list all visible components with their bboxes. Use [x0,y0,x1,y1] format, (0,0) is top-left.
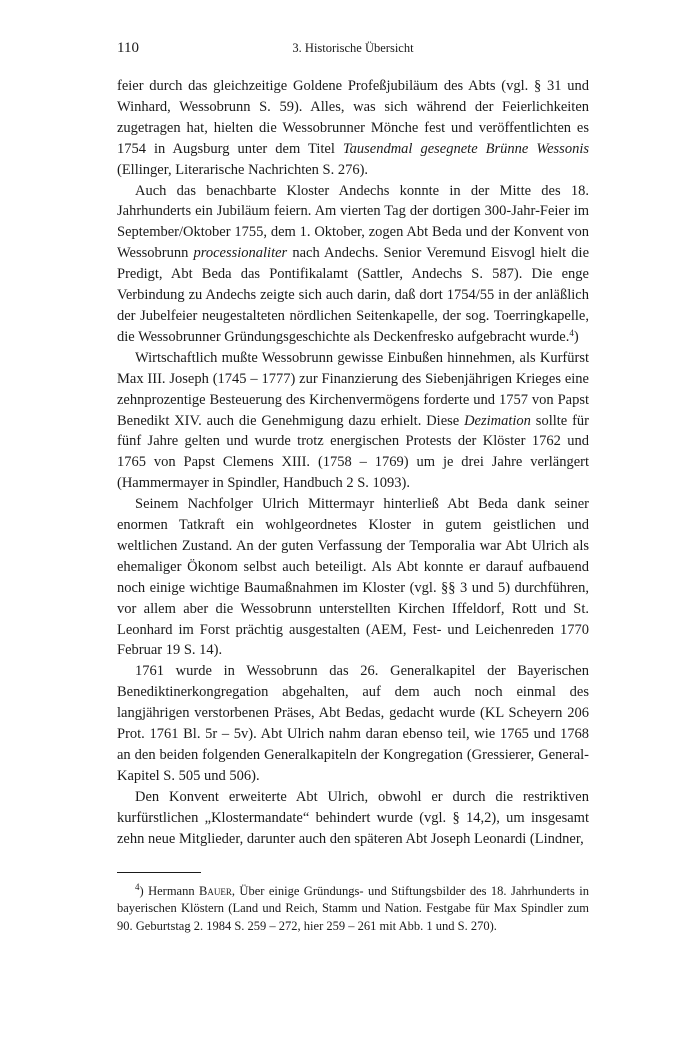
italic-title: processionaliter [193,245,288,262]
page-number: 110 [117,40,139,56]
text-run: 1761 wurde in Wessobrunn das 26. Generalkapitel der Bayerischen Benediktinerkongregation abgehalten, auf dem auch noch einmal des langjährigen verstorbenen Präses, Abt Bedas, gedacht wurde (KL Scheyern 206 Prot. 1761 Bl. 5r – 5v). Abt Ulrich nahm daran ebenso teil, wie 1765 und 1768 an den beiden folgenden Generalkapiteln der Kongregation (Gressierer, General-Kapitel S. 505 und 506). [117,663,589,784]
text-run: feier durch das gleichzeitige Goldene Profeßjubiläum des Abts (vgl. § 31 und Winhard, Wessobrunn S. 59). Alles, was sich während der Feierlichkeiten zugetragen hat, hielten die Wessobrunner Mönche fest und veröffentlichten es 1754 in Augsburg unter dem Titel [117,78,589,157]
italic-title: Dezimation [464,412,531,429]
footnotes [117,883,589,936]
text-run: Seinem Nachfolger Ulrich Mittermayr hinterließ Abt Beda dank seiner enormen Tatkraft ein wohlgeordnetes Kloster in gutem geistlichen und weltlichen Zustand. An der guten Verfassung der Temporalia war Abt Ulrich als ehemaliger Ökonom selbst auch beteiligt. Als Abt konnte er darauf aufbauend noch einige wichtige Baumaßnahmen im Kloster (vgl. §§ 3 und 5) durchführen, vor allem aber die Wessobrunn unterstellten Kirchen Iffeldorf, Rott und St. Leonhard im Forst prächtig ausgestalten (AEM, Fest- und Leichenreden 1770 Februar 19 S. 14). [117,496,589,659]
text-run: Wirtschaftlich mußte Wessobrunn gewisse Einbußen hinnehmen, als Kurfürst Max III. Joseph (1745 – 1777) zur Finanzierung des Siebenjährigen Krieges eine zehnprozentige Besteuerung des Kirchenvermögens forderte und 1757 von Papst Benedikt XIV. auch die Genehmigung dazu erhielt. Diese [117,349,589,429]
italic-title: Tausendmal gesegnete Brünne Wessonis [342,140,589,157]
footnote-marker: 4 [135,881,140,892]
paragraph [117,494,589,661]
running-head [117,40,589,62]
text-run: Den Konvent erweiterte Abt Ulrich, obwohl er durch die restriktiven kurfürstlichen „Klostermandate“ behindert wurde (vgl. § 14,2), um insgesamt zehn neue Mitglieder, darunter auch den späteren Abt Joseph Leonardi (Lindner, [117,788,589,847]
paragraph [117,348,589,494]
footnote [117,883,589,936]
footnote-marker: 4 [569,327,574,338]
text-run: ) [573,328,579,345]
paragraph [117,787,589,850]
body-text [117,76,589,850]
text-run: sollte für fünf Jahre gelten und wurde trotz energischen Protests der Klöster 1762 und 1765 von Papst Clemens XIII. (1758 – 1769) um je drei Jahre verlängert (Hammermayer in Spindler, Handbuch 2 S. 1093). [117,412,589,492]
text-run: (Ellinger, Literarische Nachrichten S. 276). [117,161,369,178]
text-run: nach Andechs. Senior Veremund Eisvogl hielt die Predigt, Abt Beda das Pontifikalamt (Sattler, Andechs S. 587). Die enge Verbindung zu Andechs zeigte sich auch darin, daß dort 1754/55 in der anläßlich der Jubelfeier neugestalteten nördlichen Seitenkapelle, der sog. Toerringkapelle, die Wessobrunner Gründungsgeschichte als Deckenfresko aufgebracht wurde. [117,245,590,345]
paragraph [117,76,589,181]
book-page [117,40,589,935]
paragraph [117,661,589,786]
text-run: , Über einige Gründungs- und Stiftungsbilder des 18. Jahrhunderts in bayerischen Klöstern (Land und Reich, Stamm und Nation. Festgabe für Max Spindler zum 90. Geburtstag 2. 1984 S. 259 – 272, hier 259 – 261 mit Abb. 1 und S. 270). [117,883,590,933]
running-title: 3. Historische Übersicht [292,41,414,55]
author-name: Bauer [199,883,232,898]
footnote-rule [117,872,201,873]
text-run: ) Hermann [139,883,200,898]
paragraph [117,181,589,348]
text-run: Auch das benachbarte Kloster Andechs konnte in der Mitte des 18. Jahrhunderts ein Jubiläum feiern. Am vierten Tag der dortigen 300-Jahr-Feier im September/Oktober 1755, dem 1. Oktober, zogen Abt Beda und der Konvent von Wessobrunn [117,182,589,262]
